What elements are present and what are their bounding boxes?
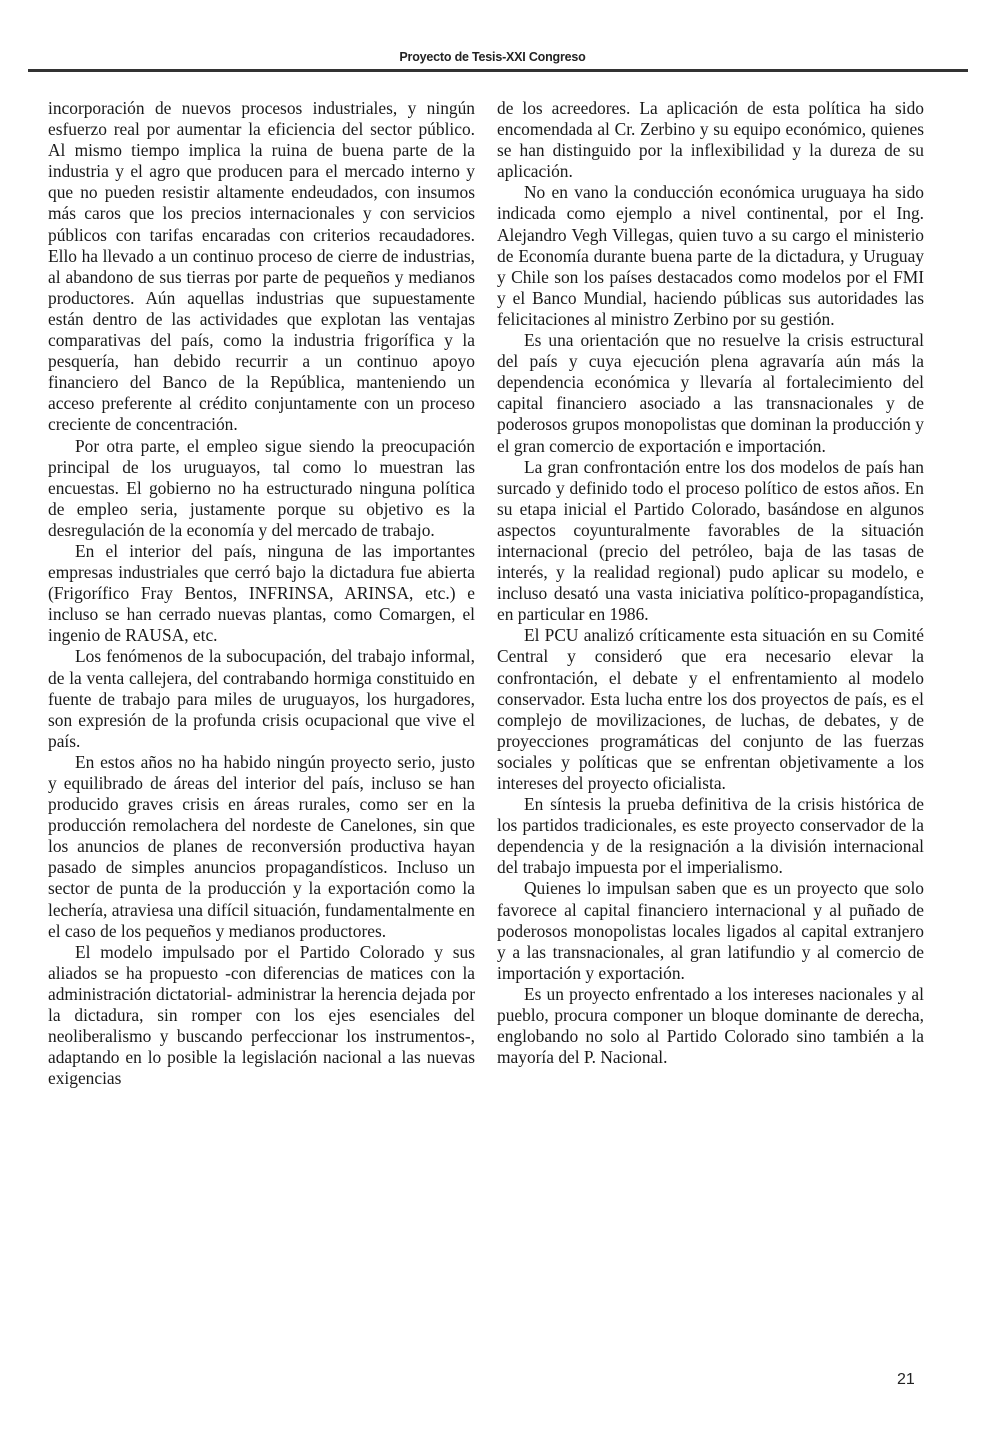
paragraph: El PCU analizó críticamente esta situación en su Comité Central y consideró que era necesario elevar la confrontación, el debate y el enfrentamiento al modelo conservador. Esta lucha entre los dos proyectos de país, es el complejo de movilizaciones, de luchas, de debates, y de proyecciones programáticas del conjunto de las fuerzas sociales y políticas que se enfrentan objetivamente a los intereses del proyecto oficialista.	[497, 625, 924, 793]
running-header-title: Proyecto de Tesis-XXI Congreso	[399, 50, 586, 64]
paragraph: incorporación de nuevos procesos industriales, y ningún esfuerzo real por aumentar la eficiencia del sector público. Al mismo tiempo implica la ruina de buena parte de la industria y el agro que producen para el mercado interno y que no pueden resistir altamente endeudados, con insumos más caros que los precios internacionales y con servicios públicos con tarifas encaradas con criterios recaudadores. Ello ha llevado a un continuo proceso de cierre de industrias, al abandono de sus tierras por parte de pequeños y medianos productores. Aún aquellas industrias que supuestamente están dentro de las actividades que explotan las ventajas comparativas del país, como la industria frigorífica y la pesquería, han debido recurrir a un continuo apoyo financiero del Banco de la República, manteniendo un acceso preferente al crédito conjuntamente con un proceso creciente de concentración.	[48, 98, 475, 435]
left-column	[48, 98, 475, 1089]
paragraph: La gran confrontación entre los dos modelos de país han surcado y definido todo el proceso político de estos años. En su etapa inicial el Partido Colorado, basándose en algunos aspectos coyunturalmente favorables de la situación internacional (precio del petróleo, baja de las tasas de interés, y la realidad regional) pudo aplicar su modelo, e incluso desató una vasta iniciativa político-propagandística, en particular en 1986.	[497, 456, 924, 625]
header-rule	[28, 69, 968, 72]
page-number: 21	[897, 1371, 915, 1388]
paragraph: No en vano la conducción económica uruguaya ha sido indicada como ejemplo a nivel continental, por el Ing. Alejandro Vegh Villegas, quien tuvo a su cargo el ministerio de Economía durante buena parte de la dictadura, y Uruguay y Chile son los países destacados como modelos por el FMI y el Banco Mundial, haciendo públicas sus autoridades las felicitaciones al ministro Zerbino por su gestión.	[497, 182, 924, 329]
paragraph: En estos años no ha habido ningún proyecto serio, justo y equilibrado de áreas del interior del país, incluso se han producido graves crisis en áreas rurales, como ser en la producción remolachera del nordeste de Canelones, sin que los anuncios de planes de reconversión productiva hayan pasado de simples anuncios propagandísticos. Incluso un sector de punta de la producción y la exportación como la lechería, atraviesa una difícil situación, fundamentalmente en el caso de los pequeños y medianos productores.	[48, 751, 475, 941]
paragraph: En síntesis la prueba definitiva de la crisis histórica de los partidos tradicionales, es este proyecto conservador de la dependencia y de la resignación a la división internacional del trabajo impuesta por el imperialismo.	[497, 794, 924, 878]
right-column	[497, 98, 924, 1068]
paragraph: En el interior del país, ninguna de las importantes empresas industriales que cerró bajo la dictadura fue abierta (Frigorífico Fray Bentos, INFRINSA, ARINSA, etc.) e incluso se han cerrado nuevas plantas, como Comargen, el ingenio de RAUSA, etc.	[48, 540, 475, 646]
paragraph: de los acreedores. La aplicación de esta política ha sido encomendada al Cr. Zerbino y su equipo económico, quienes se han distinguido por la inflexibilidad y la dureza de su aplicación.	[497, 98, 924, 182]
paragraph: Es una orientación que no resuelve la crisis estructural del país y cuya ejecución plena agravaría aún más la dependencia económica y llevaría al fortalecimiento del capital financiero asociado a las transnacionales y de poderosos grupos monopolistas que dominan la producción y el gran comercio de exportación e importación.	[497, 330, 924, 456]
paragraph: Quienes lo impulsan saben que es un proyecto que solo favorece al capital financiero internacional y al puñado de poderosos monopolistas locales ligados al capital extranjero y a las transnacionales, al gran latifundio y al comercio de importación y exportación.	[497, 878, 924, 983]
paragraph: El modelo impulsado por el Partido Colorado y sus aliados se ha propuesto -con diferencias de matices con la administración dictatorial- administrar la herencia dejada por la dictadura, sin romper con los ejes esenciales del neoliberalismo y buscando perfeccionar los instrumentos-, adaptando en lo posible la legislación nacional a las nuevas exigencias	[48, 941, 475, 1089]
paragraph: Los fenómenos de la subocupación, del trabajo informal, de la venta callejera, del contrabando hormiga constituido en fuente de trabajo para miles de uruguayos, los hurgadores, son expresión de la profunda crisis ocupacional que vive el país.	[48, 646, 475, 751]
paragraph: Es un proyecto enfrentado a los intereses nacionales y al pueblo, procura componer un bloque dominante de derecha, englobando no solo al Partido Colorado sino también a la mayoría del P. Nacional.	[497, 983, 924, 1068]
paragraph: Por otra parte, el empleo sigue siendo la preocupación principal de los uruguayos, tal como lo muestran las encuestas. El gobierno no ha estructurado ninguna política de empleo seria, justamente porque su objetivo es la desregulación de la economía y del mercado de trabajo.	[48, 435, 475, 540]
